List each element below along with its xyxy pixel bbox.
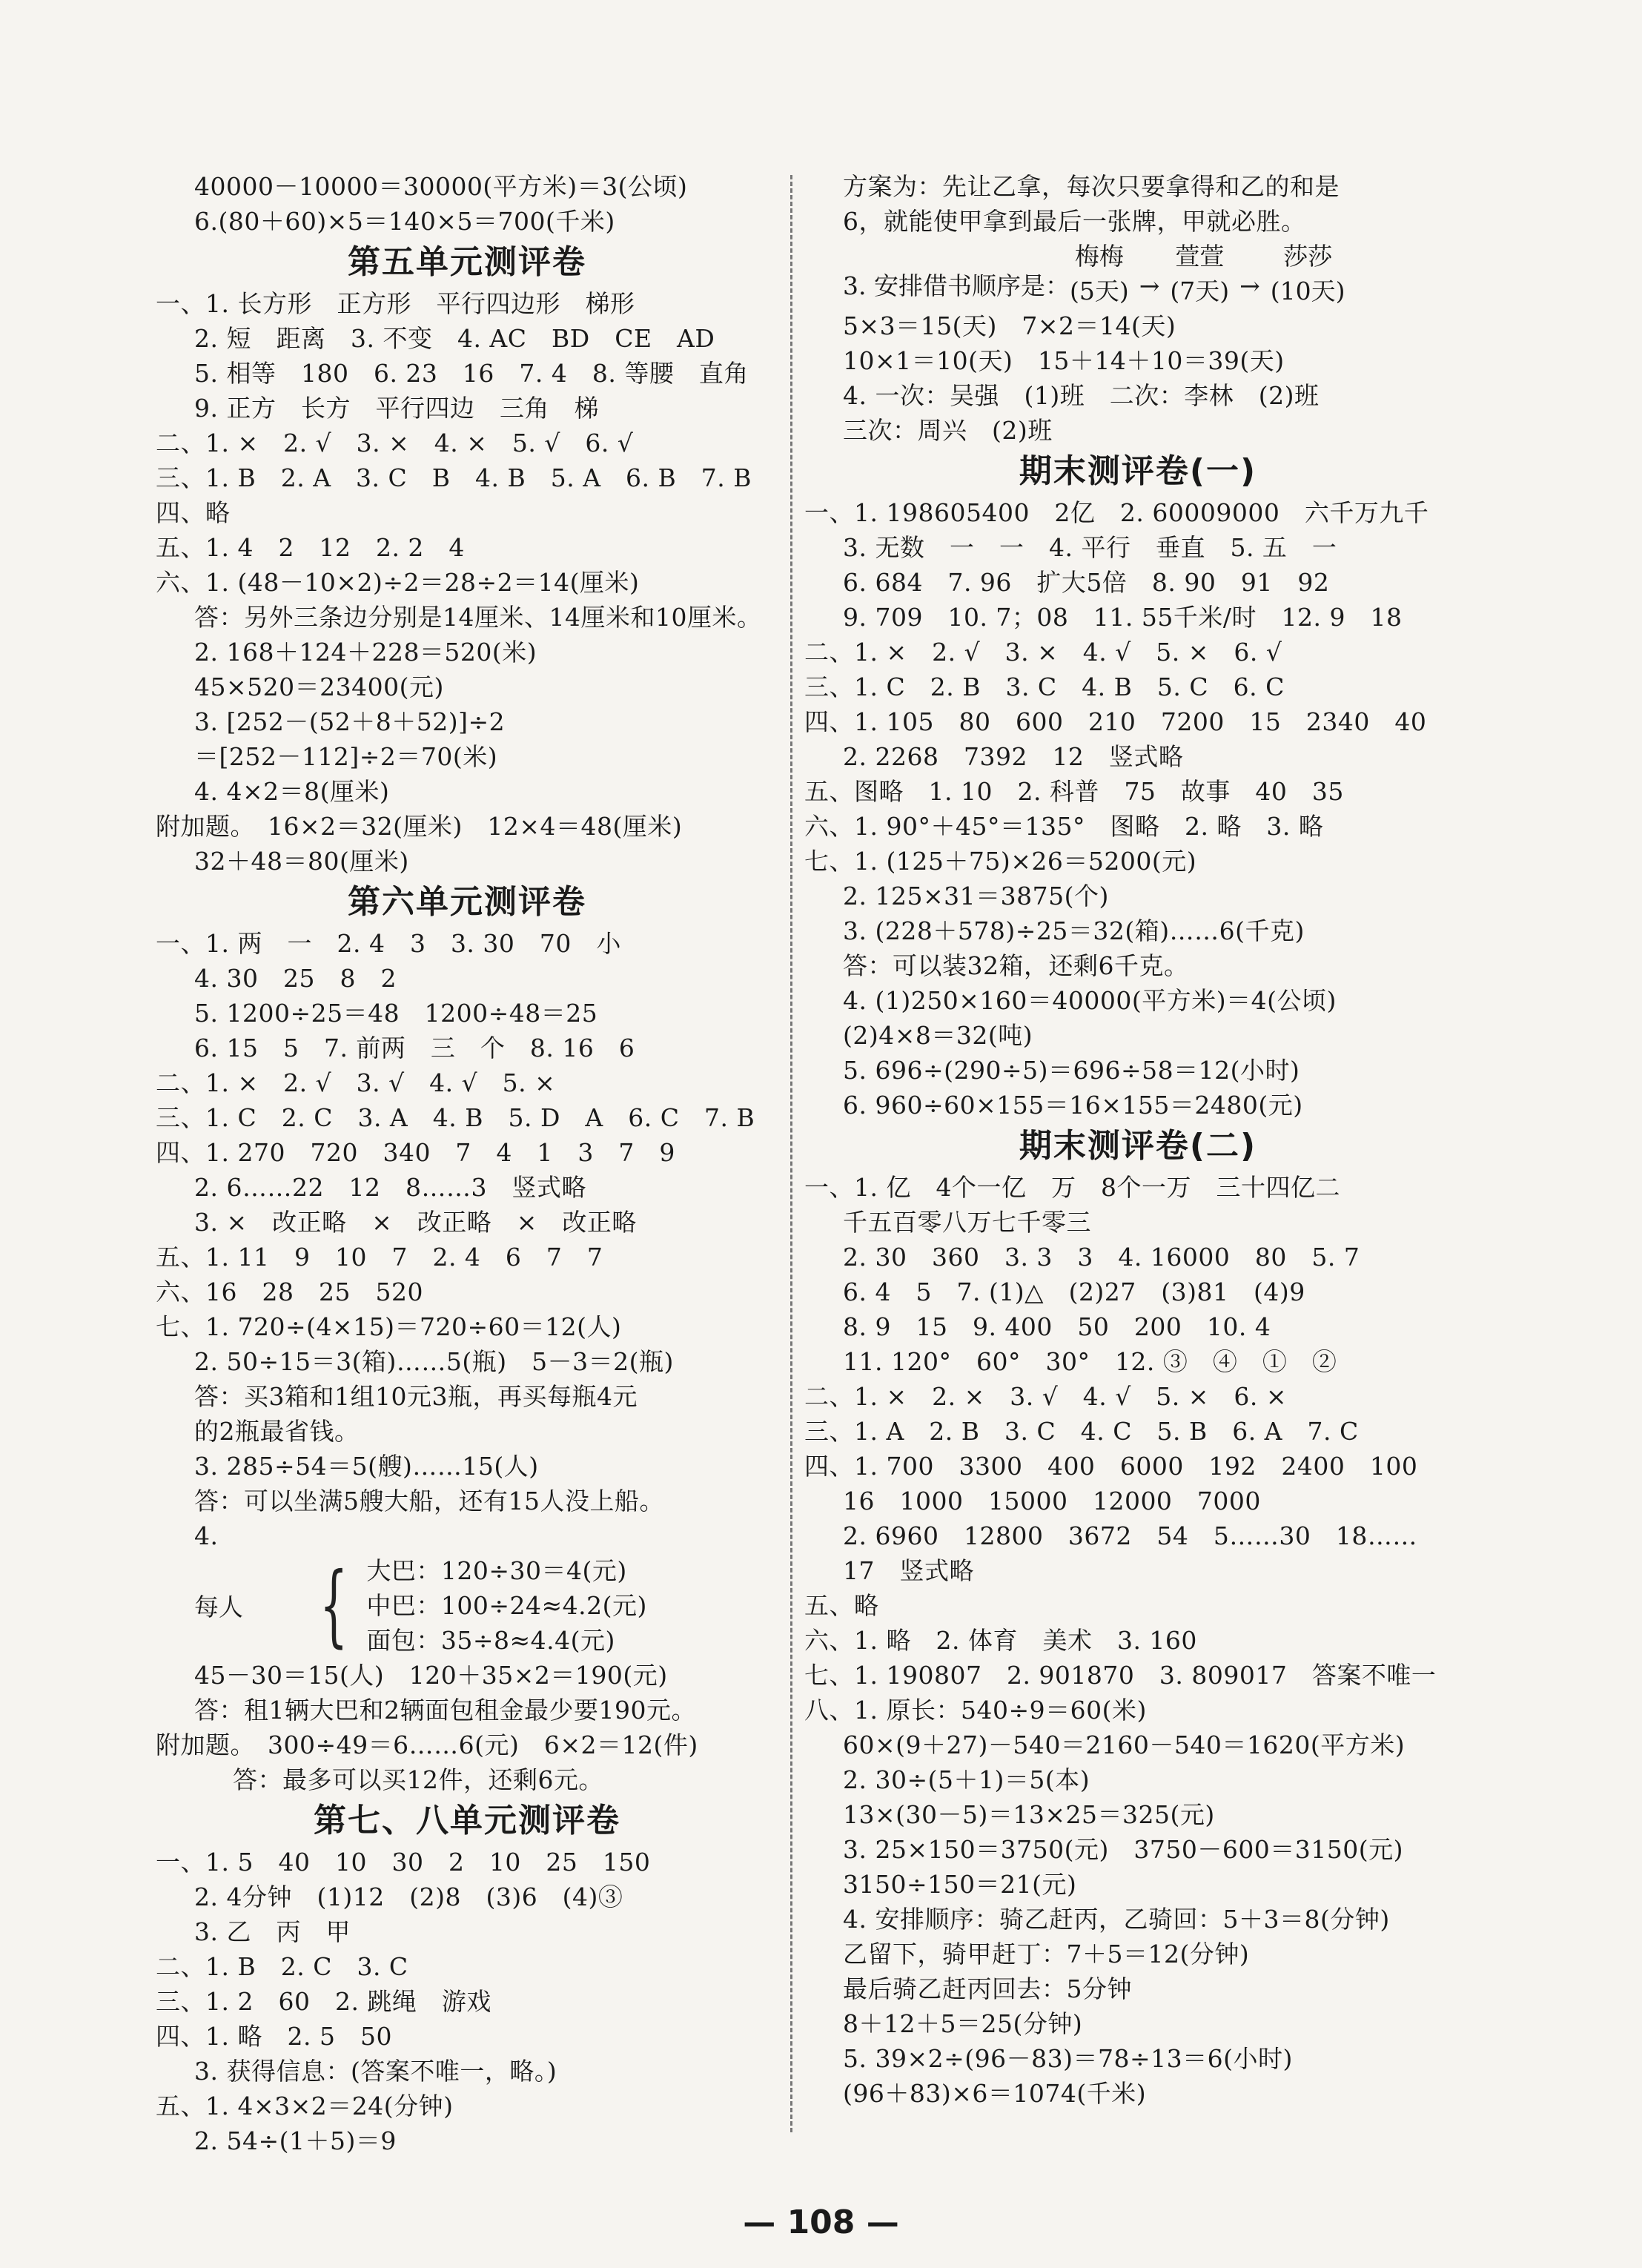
brace-icon: {: [320, 1553, 348, 1657]
answer-line: 六、1. 略 2. 体育 美术 3. 160: [804, 1626, 1197, 1655]
answer-line: 四、1. 270 720 340 7 4 1 3 7 9: [156, 1138, 675, 1167]
answer-line: 6. 960÷60×155＝16×155＝2480(元): [843, 1091, 1303, 1120]
section-title-unit78: 第七、八单元测评卷: [314, 1802, 620, 1839]
answer-line: 乙留下，骑甲赶丁：7＋5＝12(分钟): [843, 1940, 1250, 1968]
answer-line: 3. [252－(52＋8＋52)]÷2: [194, 707, 506, 736]
answer-line: 五、1. 4 2 12 2. 2 4: [156, 533, 465, 562]
brace-row: 大巴：120÷30＝4(元): [366, 1556, 627, 1585]
answer-line: 3150÷150＝21(元): [843, 1870, 1077, 1899]
answer-line: 二、1. B 2. C 3. C: [156, 1952, 408, 1981]
answer-line: 2. 2268 7392 12 竖式略: [843, 742, 1184, 771]
answer-line: 答：租1辆大巴和2辆面包租金最少要190元。: [194, 1696, 696, 1725]
answer-line: 2. 短 距离 3. 不变 4. AC BD CE AD: [194, 324, 715, 353]
answer-line: 方案为：先让乙拿，每次只要拿得和乙的和是: [843, 172, 1340, 201]
arrow-right-icon: →: [1139, 271, 1160, 300]
answer-line: 40000－10000＝30000(平方米)＝3(公顷): [194, 172, 688, 201]
answer-line: 5. 1200÷25＝48 1200÷48＝25: [194, 999, 598, 1028]
section-title-final1: 期末测评卷(一): [1019, 452, 1257, 490]
answer-line: 六、16 28 25 520: [156, 1277, 423, 1306]
sequence-name: 萱萱: [1175, 242, 1225, 271]
answer-line: 45×520＝23400(元): [194, 672, 444, 701]
answer-line: 最后骑乙赶丙回去：5分钟: [843, 1974, 1132, 2003]
answer-line: 10×1＝10(天) 15＋14＋10＝39(天): [843, 346, 1285, 375]
answer-line: 3. 无数 一 一 4. 平行 垂直 5. 五 一: [843, 533, 1337, 562]
sequence-days: (10天): [1270, 277, 1345, 305]
sequence-prefix: 3. 安排借书顺序是：: [843, 271, 1070, 300]
answer-line: 45－30＝15(人) 120＋35×2＝190(元): [194, 1661, 668, 1690]
answer-line: 三、1. C 2. C 3. A 4. B 5. D A 6. C 7. B: [156, 1103, 755, 1132]
answer-line: 13×(30－5)＝13×25＝325(元): [843, 1800, 1215, 1829]
answer-line: 3. 285÷54＝5(艘)……15(人): [194, 1452, 539, 1481]
sequence-item: [1271, 239, 1345, 308]
answer-line: 一、1. 两 一 2. 4 3 3. 30 70 小: [156, 929, 621, 958]
answer-line: 2. 168＋124＋228＝520(米): [194, 638, 537, 667]
answer-line: 三次：周兴 (2)班: [843, 416, 1053, 445]
answer-line: 6. 684 7. 96 扩大5倍 8. 90 91 92: [843, 568, 1330, 597]
sequence-days: (7天): [1170, 277, 1230, 305]
brace-row: 中巴：100÷24≈4.2(元): [366, 1591, 647, 1620]
answer-line: 七、1. 720÷(4×15)＝720÷60＝12(人): [156, 1312, 622, 1341]
answer-line: 六、1. (48－10×2)÷2＝28÷2＝14(厘米): [156, 568, 640, 597]
section-title-unit5: 第五单元测评卷: [348, 243, 586, 281]
answer-line: 2. 50÷15＝3(箱)……5(瓶) 5－3＝2(瓶): [194, 1347, 674, 1376]
answer-line: 八、1. 原长：540÷9＝60(米): [804, 1696, 1147, 1725]
answer-line: 附加题。 300÷49＝6……6(元) 6×2＝12(件): [156, 1730, 698, 1759]
answer-line: 二、1. × 2. √ 3. √ 4. √ 5. ×: [156, 1068, 556, 1097]
answer-line: 9. 709 10. 7；08 11. 55千米/时 12. 9 18: [843, 603, 1403, 632]
answer-line: 三、1. C 2. B 3. C 4. B 5. C 6. C: [804, 672, 1285, 701]
answer-line: 4.: [194, 1521, 219, 1550]
per-person-cost-brace: [156, 1553, 778, 1658]
answer-line: 6. 4 5 7. (1)△ (2)27 (3)81 (4)9: [843, 1277, 1305, 1306]
sequence-item: [1070, 239, 1129, 308]
answer-line: 6，就能使甲拿到最后一张牌，甲就必胜。: [843, 207, 1306, 236]
arrow-right-icon: →: [1239, 271, 1260, 300]
answer-line: 4. 30 25 8 2: [194, 964, 397, 993]
answer-line: 11. 120° 60° 30° 12. ③ ④ ① ②: [843, 1347, 1337, 1376]
answer-line: 2. 54÷(1＋5)＝9: [194, 2126, 397, 2155]
answer-line: (96＋83)×6＝1074(千米): [843, 2079, 1147, 2108]
sequence-name: 莎莎: [1283, 242, 1333, 271]
answer-line: 4. (1)250×160＝40000(平方米)＝4(公顷): [843, 986, 1337, 1015]
answer-line: 32＋48＝80(厘米): [194, 847, 409, 876]
answer-line: 答：可以坐满5艘大船，还有15人没上船。: [194, 1487, 664, 1515]
answer-line: 三、1. A 2. B 3. C 4. C 5. B 6. A 7. C: [804, 1417, 1359, 1446]
answer-line: 8＋12＋5＝25(分钟): [843, 2009, 1083, 2038]
answer-line: 一、1. 198605400 2亿 2. 60009000 六千万九千: [804, 498, 1429, 527]
answer-line: 9. 正方 长方 平行四边 三角 梯: [194, 394, 599, 423]
answer-line: ＝[252－112]÷2＝70(米): [194, 742, 498, 771]
right-column: [804, 169, 1471, 2111]
answer-line: 5×3＝15(天) 7×2＝14(天): [843, 311, 1176, 340]
answer-line: 3. × 改正略 × 改正略 × 改正略: [194, 1208, 637, 1237]
answer-line: 三、1. B 2. A 3. C B 4. B 5. A 6. B 7. B: [156, 463, 752, 492]
answer-line: 2. 30 360 3. 3 3 4. 16000 80 5. 7: [843, 1243, 1360, 1272]
answer-line: 2. 6960 12800 3672 54 5……30 18……: [843, 1521, 1417, 1550]
column-divider: [790, 175, 792, 2132]
answer-line: 8. 9 15 9. 400 50 200 10. 4: [843, 1312, 1271, 1341]
answer-line: 3. (228＋578)÷25＝32(箱)……6(千克): [843, 916, 1305, 945]
answer-line: 3. 获得信息：(答案不唯一，略。): [194, 2057, 557, 2086]
answer-line: 七、1. (125＋75)×26＝5200(元): [804, 847, 1197, 876]
answer-line: 2. 4分钟 (1)12 (2)8 (3)6 (4)③: [194, 1882, 623, 1911]
answer-line: 二、1. × 2. × 3. √ 4. √ 5. × 6. ×: [804, 1382, 1288, 1411]
answer-line: 四、1. 105 80 600 210 7200 15 2340 40: [804, 707, 1427, 736]
sequence-item: [1170, 239, 1229, 308]
answer-line: 5. 696÷(290÷5)＝696÷58＝12(小时): [843, 1056, 1300, 1085]
answer-line: 2. 125×31＝3875(个): [843, 882, 1109, 910]
answer-line: 六、1. 90°＋45°＝135° 图略 2. 略 3. 略: [804, 812, 1324, 841]
answer-line: 答：买3箱和1组10元3瓶，再买每瓶4元: [194, 1382, 638, 1411]
answer-line: 4. 4×2＝8(厘米): [194, 777, 390, 806]
sequence-name: 梅梅: [1074, 242, 1124, 271]
answer-line: (2)4×8＝32(吨): [843, 1021, 1033, 1050]
answer-line: 6. 15 5 7. 前两 三 个 8. 16 6: [194, 1034, 635, 1062]
answer-line: 4. 一次：吴强 (1)班 二次：李林 (2)班: [843, 381, 1320, 410]
answer-line: 4. 安排顺序：骑乙赶丙，乙骑回：5＋3＝8(分钟): [843, 1905, 1390, 1934]
answer-line: 17 竖式略: [843, 1556, 974, 1585]
answer-line: 答：最多可以买12件，还剩6元。: [233, 1765, 603, 1794]
answer-line: 一、1. 亿 4个一亿 万 8个一万 三十四亿二: [804, 1173, 1340, 1202]
answer-line: 一、1. 长方形 正方形 平行四边形 梯形: [156, 289, 635, 318]
answer-line: 五、1. 4×3×2＝24(分钟): [156, 2092, 454, 2120]
answer-line: 答：另外三条边分别是14厘米、14厘米和10厘米。: [194, 603, 762, 632]
answer-line: 5. 相等 180 6. 23 16 7. 4 8. 等腰 直角: [194, 359, 749, 388]
answer-line: 一、1. 5 40 10 30 2 10 25 150: [156, 1848, 651, 1877]
sequence-days: (5天): [1069, 277, 1129, 305]
brace-label: 每人: [194, 1593, 243, 1621]
answer-line: 三、1. 2 60 2. 跳绳 游戏: [156, 1987, 491, 2016]
borrow-order-sequence: [804, 239, 1471, 308]
answer-line: 3. 乙 丙 甲: [194, 1917, 351, 1946]
answer-line: 四、略: [156, 498, 231, 527]
answer-line: 附加题。 16×2＝32(厘米) 12×4＝48(厘米): [156, 812, 683, 841]
section-title-final2: 期末测评卷(二): [1019, 1127, 1257, 1165]
answer-line: 3. 25×150＝3750(元) 3750－600＝3150(元): [843, 1835, 1404, 1864]
answer-line: 6.(80＋60)×5＝140×5＝700(千米): [194, 207, 615, 236]
answer-line: 七、1. 190807 2. 901870 3. 809017 答案不唯一: [804, 1661, 1437, 1690]
page-number: — 108 —: [743, 2203, 899, 2241]
answer-line: 答：可以装32箱，还剩6千克。: [843, 951, 1189, 980]
answer-line: 16 1000 15000 12000 7000: [843, 1487, 1261, 1515]
answer-line: 2. 30÷(5＋1)＝5(本): [843, 1765, 1090, 1794]
left-column: [156, 169, 778, 2158]
answer-line: 二、1. × 2. √ 3. × 4. × 5. √ 6. √: [156, 429, 634, 457]
answer-line: 五、略: [804, 1591, 879, 1620]
answer-line: 五、图略 1. 10 2. 科普 75 故事 40 35: [804, 777, 1344, 806]
section-title-unit6: 第六单元测评卷: [348, 883, 586, 921]
answer-line: 五、1. 11 9 10 7 2. 4 6 7 7: [156, 1243, 603, 1272]
answer-line: 四、1. 略 2. 5 50: [156, 2022, 392, 2051]
answer-line: 60×(9＋27)－540＝2160－540＝1620(平方米): [843, 1730, 1406, 1759]
answer-line: 四、1. 700 3300 400 6000 192 2400 100: [804, 1452, 1418, 1481]
page-number-value: 108: [787, 2203, 855, 2241]
answer-line: 的2瓶最省钱。: [194, 1417, 360, 1446]
answer-line: 5. 39×2÷(96－83)＝78÷13＝6(小时): [843, 2044, 1293, 2073]
brace-row: 面包：35÷8≈4.4(元): [366, 1626, 615, 1655]
answer-line: 二、1. × 2. √ 3. × 4. √ 5. × 6. √: [804, 638, 1282, 667]
answer-line: 千五百零八万七千零三: [843, 1208, 1091, 1237]
answer-line: 2. 6……22 12 8……3 竖式略: [194, 1173, 586, 1202]
